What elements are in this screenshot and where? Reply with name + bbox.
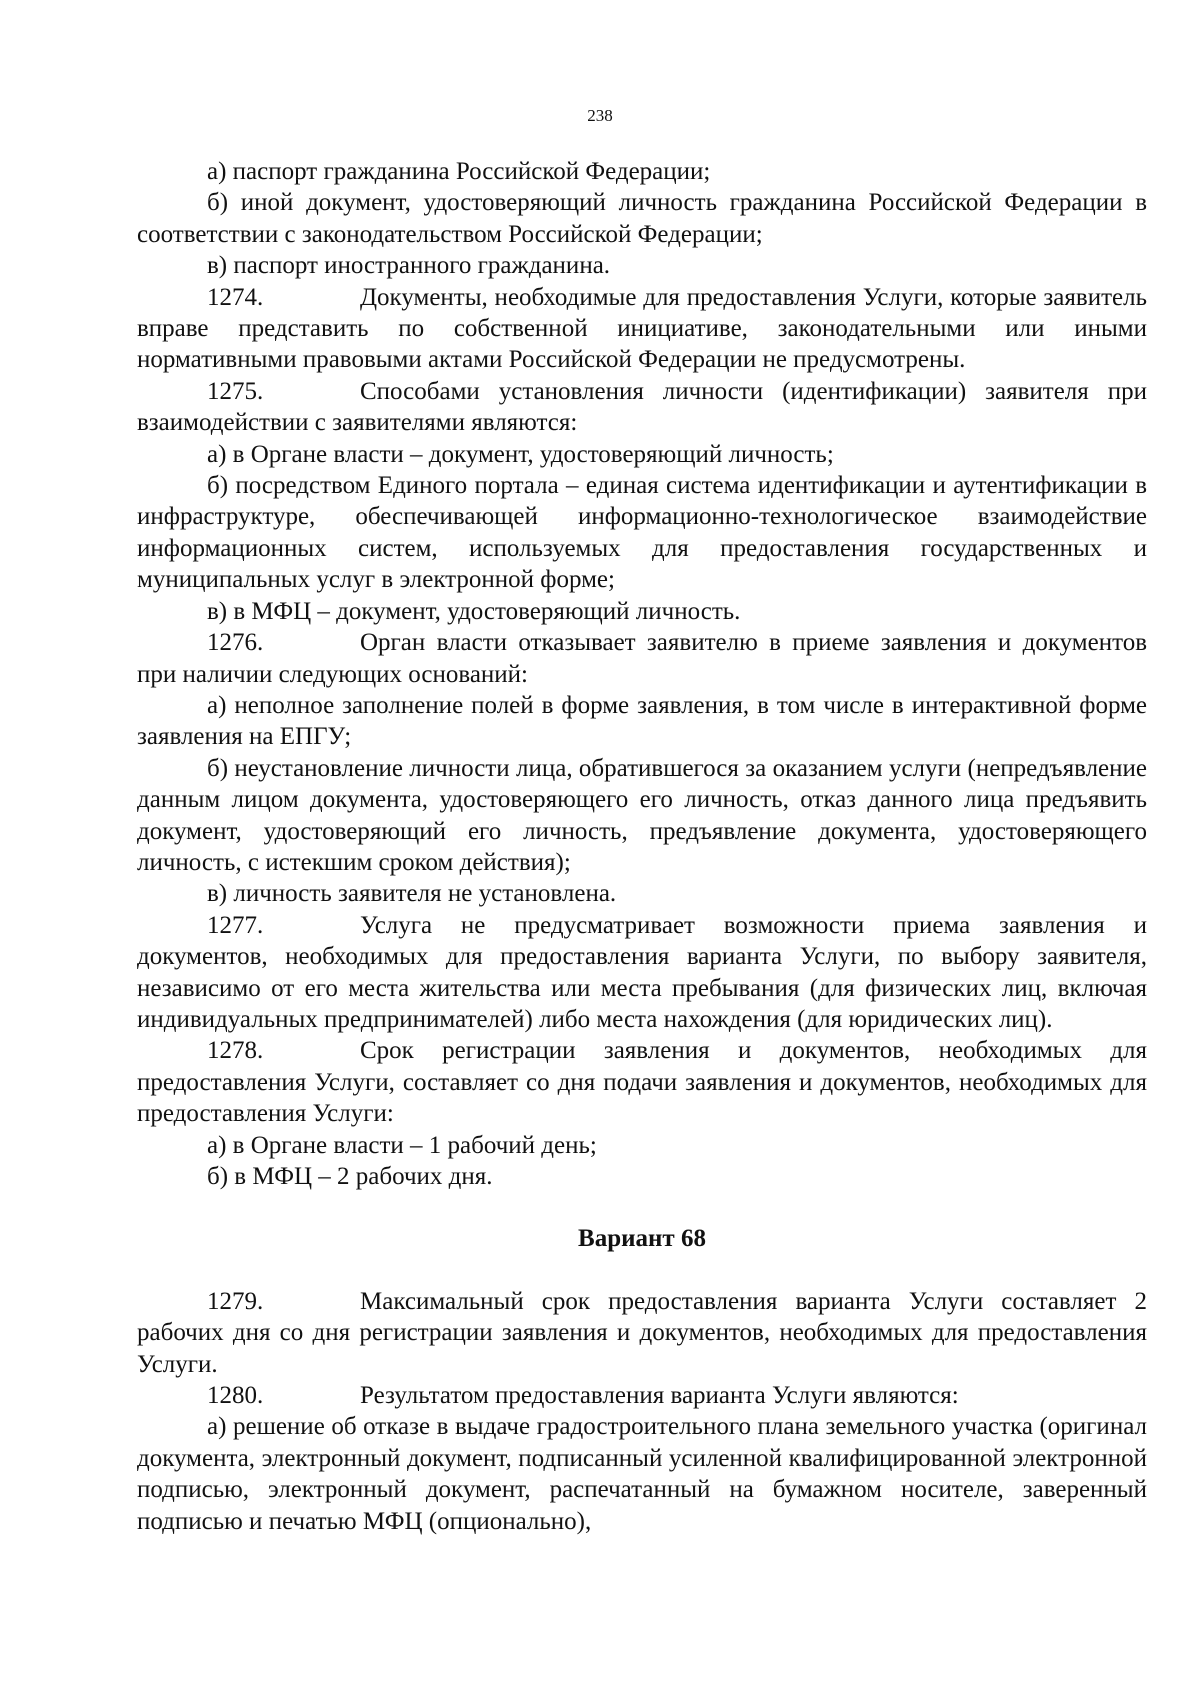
paragraph-text: Услуга не предусматривает возможности приема заявления и документов, необходимых для предоставления варианта Услуги, по выбору заявителя, независимо от его места жительства или места пребывания (для физических лиц, включая индивидуальных предпринимателей) либо места нахождения (для юридических лиц). bbox=[137, 911, 1147, 1033]
paragraph-text: в) в МФЦ – документ, удостоверяющий личность. bbox=[207, 597, 741, 625]
paragraph bbox=[137, 1286, 1147, 1380]
paragraph-text: а) неполное заполнение полей в форме заявления, в том числе в интерактивной форме заявления на ЕПГУ; bbox=[137, 691, 1147, 751]
paragraph bbox=[137, 439, 1147, 470]
paragraph bbox=[137, 627, 1147, 690]
paragraph-text: б) в МФЦ – 2 рабочих дня. bbox=[207, 1163, 493, 1190]
paragraph bbox=[137, 282, 1147, 376]
paragraph-number: 1277. bbox=[207, 911, 264, 939]
paragraphs-after-heading bbox=[137, 1286, 1147, 1537]
paragraph bbox=[137, 1380, 1147, 1411]
paragraph-text: Срок регистрации заявления и документов, необходимых для предоставления Услуги, составляет со дня подачи заявления и документов, необходимых для предоставления Услуги: bbox=[137, 1037, 1147, 1128]
paragraph bbox=[137, 753, 1147, 879]
paragraph-number: 1275. bbox=[207, 377, 264, 405]
page-number: 238 bbox=[587, 106, 613, 125]
paragraph bbox=[137, 596, 1147, 627]
paragraph-number: 1278. bbox=[207, 1037, 264, 1065]
paragraph-number: 1274. bbox=[207, 283, 264, 311]
paragraph bbox=[137, 187, 1147, 250]
paragraph-text: в) паспорт иностранного гражданина. bbox=[207, 252, 611, 280]
paragraph-text: Способами установления личности (идентификации) заявителя при взаимодействии с заявителями являются: bbox=[137, 377, 1147, 437]
paragraph bbox=[137, 910, 1147, 1036]
paragraph-text: Результатом предоставления варианта Услуги являются: bbox=[360, 1382, 959, 1410]
paragraph bbox=[137, 156, 1147, 187]
paragraph bbox=[137, 250, 1147, 281]
paragraph-text: Документы, необходимые для предоставления Услуги, которые заявитель вправе представить по собственной инициативе, законодательными или иными нормативными правовыми актами Российской Федерации не предусмотрены. bbox=[137, 283, 1147, 374]
paragraph bbox=[137, 690, 1147, 753]
paragraph-text: б) иной документ, удостоверяющий личность гражданина Российской Федерации в соответствии с законодательством Российской Федерации; bbox=[137, 189, 1147, 248]
paragraph-text: в) личность заявителя не установлена. bbox=[207, 880, 617, 908]
paragraph-text: Орган власти отказывает заявителю в приеме заявления и документов при наличии следующих оснований: bbox=[137, 629, 1147, 688]
paragraph-text: а) решение об отказе в выдаче градостроительного плана земельного участка (оригинал документа, электронный документ, подписанный усиленной квалифицированной электронной подписью, электронный документ, распечатанный на бумажном носителе, заверенный подписью и печатью МФЦ (опционально), bbox=[137, 1413, 1147, 1535]
paragraph bbox=[137, 878, 1147, 909]
paragraph-number: 1276. bbox=[207, 629, 264, 657]
paragraph bbox=[137, 1161, 1147, 1192]
section-heading: Вариант 68 bbox=[578, 1225, 706, 1253]
paragraph bbox=[137, 1411, 1147, 1537]
paragraph-text: а) паспорт гражданина Российской Федерации; bbox=[207, 158, 711, 185]
paragraph-text: б) неустановление личности лица, обратившегося за оказанием услуги (непредъявление данным лицом документа, удостоверяющего его личность, отказ данного лица предъявить документ, удостоверяющий его личность, предъявление документа, удостоверяющего личность, с истекшим сроком действия); bbox=[137, 754, 1147, 876]
paragraph-text: а) в Органе власти – документ, удостоверяющий личность; bbox=[207, 440, 834, 468]
paragraph bbox=[137, 376, 1147, 439]
document-body bbox=[137, 156, 1147, 1537]
paragraphs-before-heading bbox=[137, 156, 1147, 1192]
paragraph-number: 1279. bbox=[207, 1287, 264, 1315]
paragraph bbox=[137, 1035, 1147, 1129]
paragraph bbox=[137, 1130, 1147, 1161]
paragraph-number: 1280. bbox=[207, 1382, 264, 1410]
paragraph-text: б) посредством Единого портала – единая система идентификации и аутентификации в инфраструктуре, обеспечивающей информационно-технологическое взаимодействие информационных систем, используемых для предоставления государственных и муниципальных услуг в электронной форме; bbox=[137, 472, 1147, 594]
paragraph-text: Максимальный срок предоставления варианта Услуги составляет 2 рабочих дня со дня регистрации заявления и документов, необходимых для предоставления Услуги. bbox=[137, 1287, 1147, 1378]
paragraph-text: а) в Органе власти – 1 рабочий день; bbox=[207, 1131, 597, 1159]
paragraph bbox=[137, 470, 1147, 596]
